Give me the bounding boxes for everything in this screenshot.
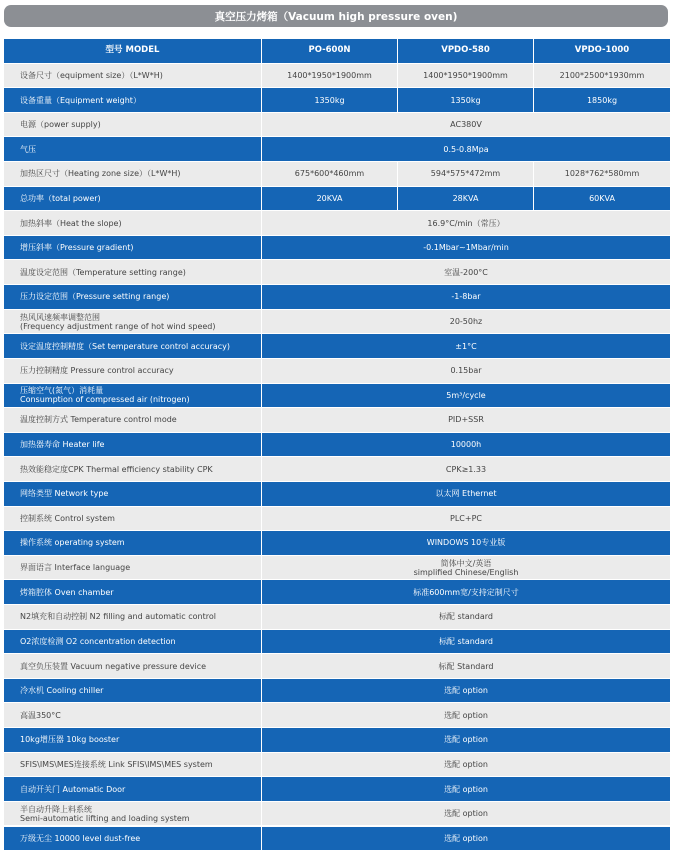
table-row bbox=[4, 630, 670, 654]
row-label: 温度控制方式 Temperature control mode bbox=[4, 408, 261, 432]
header-model-2: VPDO-580 bbox=[398, 39, 533, 63]
row-value-shared: 选配 option bbox=[262, 703, 670, 727]
row-label: 温度设定范围（Temperature setting range) bbox=[4, 260, 261, 284]
row-value-shared: -0.1Mbar~1Mbar/min bbox=[262, 236, 670, 260]
row-value-model-3: 1028*762*580mm bbox=[534, 162, 670, 186]
table-body bbox=[4, 64, 670, 850]
row-label: 设定温度控制精度（Set temperature control accuracy) bbox=[4, 334, 261, 358]
row-label bbox=[4, 384, 261, 408]
row-label: 控制系统 Control system bbox=[4, 507, 261, 531]
table-row bbox=[4, 211, 670, 235]
row-value-line: simplified Chinese/English bbox=[413, 567, 519, 577]
table-row bbox=[4, 64, 670, 88]
spec-table bbox=[4, 39, 670, 851]
row-value-shared: 选配 option bbox=[262, 802, 670, 826]
row-label bbox=[4, 310, 261, 334]
row-label: 气压 bbox=[4, 137, 261, 161]
row-label: SFIS\IMS\MES连接系统 Link SFIS\IMS\MES system bbox=[4, 753, 261, 777]
page-title: 真空压力烤箱（Vacuum high pressure oven) bbox=[4, 5, 668, 27]
row-label: 万级无尘 10000 level dust-free bbox=[4, 827, 261, 851]
row-value-shared: 选配 option bbox=[262, 728, 670, 752]
row-value-shared: 10000h bbox=[262, 433, 670, 457]
table-row bbox=[4, 260, 670, 284]
table-row bbox=[4, 236, 670, 260]
row-label: 操作系统 operating system bbox=[4, 531, 261, 555]
row-label-line: Consumption of compressed air (nitrogen) bbox=[20, 395, 190, 405]
row-label: 增压斜率（Pressure gradient) bbox=[4, 236, 261, 260]
table-row bbox=[4, 556, 670, 580]
row-label-line: 半自动升降上料系统 bbox=[20, 804, 92, 814]
row-value-model-3: 2100*2500*1930mm bbox=[534, 64, 670, 88]
row-label: 总功率（total power) bbox=[4, 187, 261, 211]
row-value-model-2: 594*575*472mm bbox=[398, 162, 533, 186]
table-row bbox=[4, 507, 670, 531]
header-model-label: 型号 MODEL bbox=[4, 39, 261, 63]
row-label: 网络类型 Network type bbox=[4, 482, 261, 506]
row-value-shared: CPK≥1.33 bbox=[262, 457, 670, 481]
table-row bbox=[4, 457, 670, 481]
row-value-model-3: 1850kg bbox=[534, 88, 670, 112]
row-label: 加热器寿命 Heater life bbox=[4, 433, 261, 457]
row-value-model-2: 1350kg bbox=[398, 88, 533, 112]
row-label: 热效能稳定度CPK Thermal efficiency stability CPK bbox=[4, 457, 261, 481]
table-row bbox=[4, 433, 670, 457]
row-value-model-1: 1400*1950*1900mm bbox=[262, 64, 397, 88]
row-value-shared: PLC+PC bbox=[262, 507, 670, 531]
row-value-model-2: 1400*1950*1900mm bbox=[398, 64, 533, 88]
row-value-shared: 选配 option bbox=[262, 753, 670, 777]
row-value-shared: 16.9°C/min（常压） bbox=[262, 211, 670, 235]
table-row bbox=[4, 679, 670, 703]
row-value-model-1: 1350kg bbox=[262, 88, 397, 112]
table-row bbox=[4, 482, 670, 506]
row-value-shared: -1-8bar bbox=[262, 285, 670, 309]
table-row bbox=[4, 310, 670, 334]
row-value-shared: 以太网 Ethernet bbox=[262, 482, 670, 506]
row-label: O2浓度检测 O2 concentration detection bbox=[4, 630, 261, 654]
row-value-line: 简体中文/英语 bbox=[440, 558, 492, 568]
row-value-shared: 选配 option bbox=[262, 679, 670, 703]
row-value-model-1: 675*600*460mm bbox=[262, 162, 397, 186]
row-label: N2填充和自动控制 N2 filling and automatic control bbox=[4, 605, 261, 629]
row-label: 设备重量（Equipment weight） bbox=[4, 88, 261, 112]
row-label-line: (Frequency adjustment range of hot wind speed) bbox=[20, 321, 216, 331]
row-value-model-3: 60KVA bbox=[534, 187, 670, 211]
table-row bbox=[4, 580, 670, 604]
row-label: 冷水机 Cooling chiller bbox=[4, 679, 261, 703]
table-row bbox=[4, 187, 670, 211]
row-label: 压力控制精度 Pressure control accuracy bbox=[4, 359, 261, 383]
row-value-shared: 标配 Standard bbox=[262, 654, 670, 678]
row-value-shared: PID+SSR bbox=[262, 408, 670, 432]
row-label: 压力设定范围（Pressure setting range) bbox=[4, 285, 261, 309]
table-row bbox=[4, 359, 670, 383]
row-label: 自动开关门 Automatic Door bbox=[4, 777, 261, 801]
table-row bbox=[4, 802, 670, 826]
row-label-line: 压缩空气(氮气）消耗量 bbox=[20, 386, 104, 396]
row-value-shared: 室温-200°C bbox=[262, 260, 670, 284]
table-row bbox=[4, 384, 670, 408]
table-row bbox=[4, 728, 670, 752]
row-value-shared: ±1°C bbox=[262, 334, 670, 358]
row-value-model-1: 20KVA bbox=[262, 187, 397, 211]
table-row bbox=[4, 777, 670, 801]
row-value-shared: 0.5-0.8Mpa bbox=[262, 137, 670, 161]
row-label: 高温350°C bbox=[4, 703, 261, 727]
row-label: 加热斜率（Heat the slope) bbox=[4, 211, 261, 235]
table-row bbox=[4, 88, 670, 112]
table-row bbox=[4, 753, 670, 777]
table-row bbox=[4, 703, 670, 727]
table-row bbox=[4, 285, 670, 309]
row-label: 电源（power supply) bbox=[4, 113, 261, 137]
row-label: 设备尺寸（equipment size）（L*W*H) bbox=[4, 64, 261, 88]
header-model-3: VPDO-1000 bbox=[534, 39, 670, 63]
table-row bbox=[4, 408, 670, 432]
table-row bbox=[4, 531, 670, 555]
table-row bbox=[4, 137, 670, 161]
row-label: 烤箱腔体 Oven chamber bbox=[4, 580, 261, 604]
table-row bbox=[4, 605, 670, 629]
row-label bbox=[4, 802, 261, 826]
row-value-shared: 5m³/cycle bbox=[262, 384, 670, 408]
table-row bbox=[4, 334, 670, 358]
row-value-shared: 标配 standard bbox=[262, 605, 670, 629]
row-value-shared: 标配 standard bbox=[262, 630, 670, 654]
row-value-shared bbox=[262, 556, 670, 580]
row-label: 加热区尺寸（Heating zone size）（L*W*H) bbox=[4, 162, 261, 186]
table-row bbox=[4, 654, 670, 678]
row-label-line: Semi-automatic lifting and loading system bbox=[20, 813, 190, 823]
row-label: 真空负压装置 Vacuum negative pressure device bbox=[4, 654, 261, 678]
row-value-shared: AC380V bbox=[262, 113, 670, 137]
row-label-line: 热风风速频率调整范围 bbox=[20, 312, 100, 322]
table-header-row bbox=[4, 39, 670, 63]
header-model-1: PO-600N bbox=[262, 39, 397, 63]
table-row bbox=[4, 827, 670, 851]
row-value-shared: 选配 option bbox=[262, 827, 670, 851]
row-label: 10kg增压器 10kg booster bbox=[4, 728, 261, 752]
row-label: 界面语言 Interface language bbox=[4, 556, 261, 580]
row-value-shared: WINDOWS 10专业版 bbox=[262, 531, 670, 555]
row-value-shared: 选配 option bbox=[262, 777, 670, 801]
table-row bbox=[4, 113, 670, 137]
table-row bbox=[4, 162, 670, 186]
row-value-shared: 标准600mm宽/支持定制尺寸 bbox=[262, 580, 670, 604]
row-value-model-2: 28KVA bbox=[398, 187, 533, 211]
row-value-shared: 0.15bar bbox=[262, 359, 670, 383]
row-value-shared: 20-50hz bbox=[262, 310, 670, 334]
